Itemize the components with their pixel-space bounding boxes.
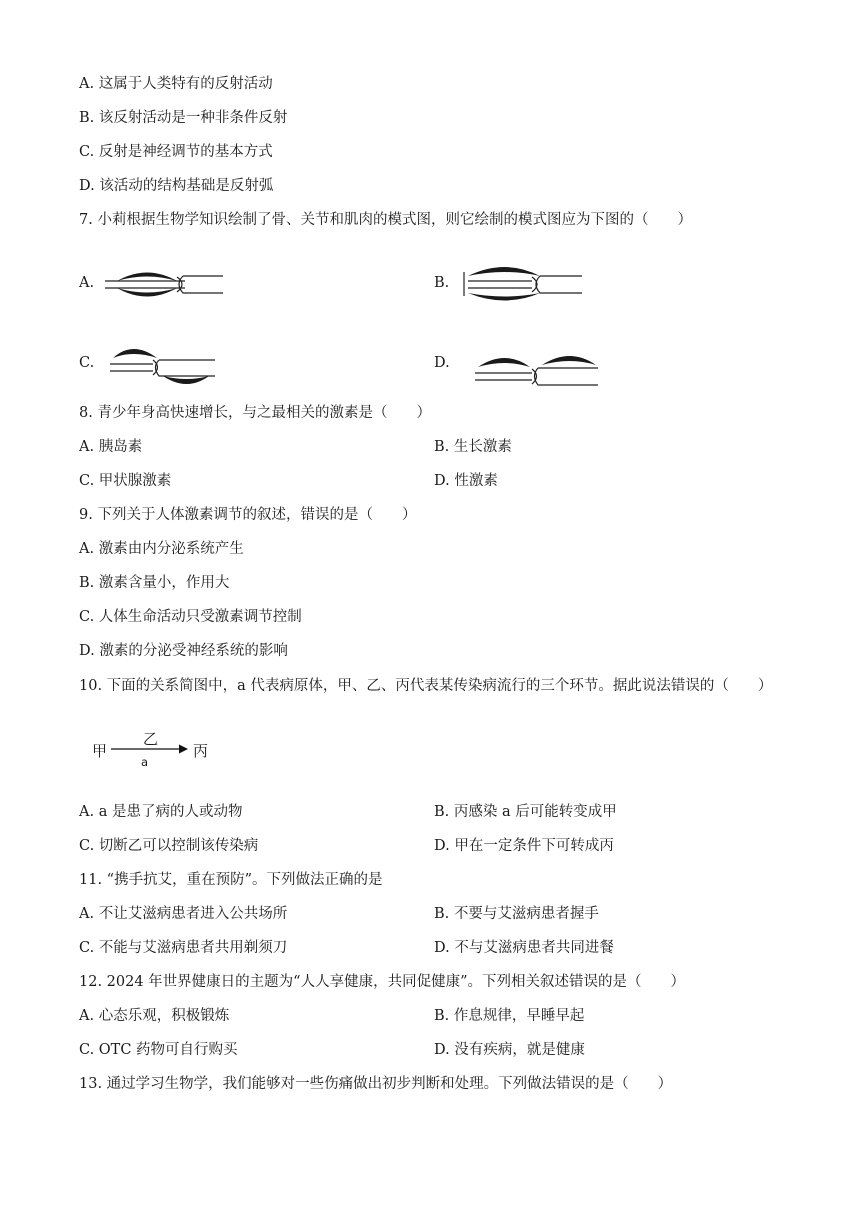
diagram-label-a: a (141, 755, 149, 769)
q8-option-a: A. 胰岛素 (79, 439, 143, 455)
q7-label-c: C. (79, 355, 95, 371)
q10-option-a: A. a 是患了病的人或动物 (79, 804, 243, 820)
q10-option-b: B. 丙感染 a 后可能转变成甲 (434, 804, 617, 820)
q11-option-a: A. 不让艾滋病患者进入公共场所 (79, 906, 288, 922)
q10-stem: 10. 下面的关系简图中，a 代表病原体，甲、乙、丙代表某传染病流行的三个环节。据此说法错误的（ ） (79, 678, 773, 694)
diagram-node-bing: 丙 (193, 742, 209, 760)
q6-option-d: D. 该活动的结构基础是反射弧 (79, 178, 274, 194)
q9-option-d: D. 激素的分泌受神经系统的影响 (79, 643, 288, 659)
q7-label-d: D. (434, 355, 450, 371)
q7-figure-a (105, 258, 230, 312)
q9-option-a: A. 激素由内分泌系统产生 (79, 541, 244, 557)
q12-option-b: B. 作息规律，早睡早起 (434, 1008, 585, 1024)
q7-stem: 7. 小莉根据生物学知识绘制了骨、关节和肌肉的模式图，则它绘制的模式图应为下图的（ ） (79, 212, 692, 228)
q8-option-b: B. 生长激素 (434, 439, 512, 455)
q11-option-c: C. 不能与艾滋病患者共用剃须刀 (79, 940, 288, 956)
q11-option-d: D. 不与艾滋病患者共同进餐 (434, 940, 614, 956)
q6-option-b: B. 该反射活动是一种非条件反射 (79, 110, 288, 126)
q6-option-c: C. 反射是神经调节的基本方式 (79, 144, 273, 160)
q13-stem: 13. 通过学习生物学，我们能够对一些伤痛做出初步判断和处理。下列做法错误的是（ ） (79, 1076, 673, 1092)
q12-option-d: D. 没有疾病，就是健康 (434, 1042, 585, 1058)
q12-stem: 12. 2024 年世界健康日的主题为“人人享健康，共同促健康”。下列相关叙述错误的是（ ） (79, 974, 686, 990)
q8-option-c: C. 甲状腺激素 (79, 473, 172, 489)
q11-option-b: B. 不要与艾滋病患者握手 (434, 906, 599, 922)
q10-option-c: C. 切断乙可以控制该传染病 (79, 838, 259, 854)
q10-option-d: D. 甲在一定条件下可转成丙 (434, 838, 614, 854)
q7-label-a: A. (79, 275, 95, 291)
q7-figure-d (470, 345, 605, 393)
q7-label-b: B. (434, 275, 450, 291)
q12-option-c: C. OTC 药物可自行购买 (79, 1042, 238, 1058)
q12-option-a: A. 心态乐观，积极锻炼 (79, 1008, 230, 1024)
diagram-label-yi: 乙 (143, 730, 159, 748)
q8-option-d: D. 性激素 (434, 473, 498, 489)
q7-figure-b (460, 258, 585, 312)
diagram-node-jia: 甲 (92, 742, 108, 760)
q7-figure-c (105, 340, 220, 394)
q11-stem: 11. “携手抗艾，重在预防”。下列做法正确的是 (79, 872, 383, 888)
q9-option-c: C. 人体生命活动只受激素调节控制 (79, 609, 302, 625)
diagram-arrow (111, 743, 189, 755)
q9-option-b: B. 激素含量小，作用大 (79, 575, 230, 591)
q6-option-a: A. 这属于人类特有的反射活动 (79, 76, 273, 92)
q9-stem: 9. 下列关于人体激素调节的叙述，错误的是（ ） (79, 507, 417, 523)
q8-stem: 8. 青少年身高快速增长，与之最相关的激素是（ ） (79, 405, 431, 421)
